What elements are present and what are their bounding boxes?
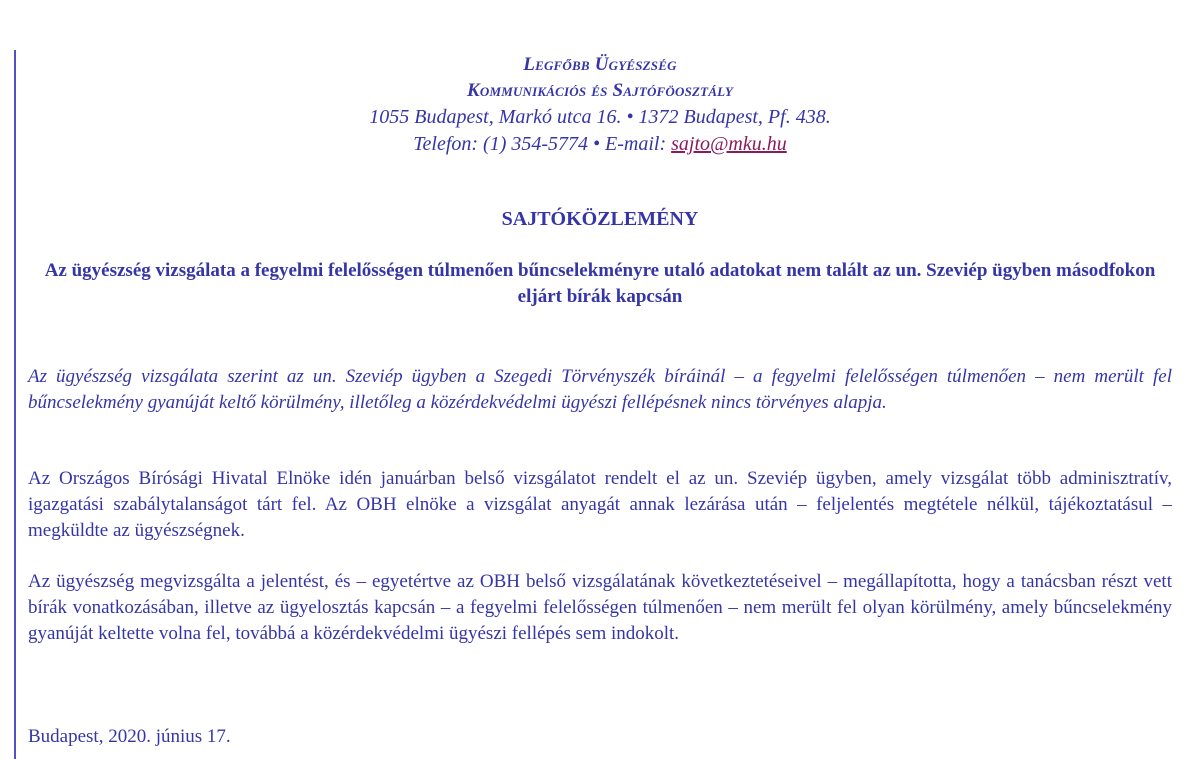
dateline: Budapest, 2020. június 17.: [28, 726, 231, 747]
email-link[interactable]: sajto@mku.hu: [671, 133, 787, 155]
org-name: Legfőbb Ügyészség: [523, 54, 677, 75]
body-paragraph-1: Az Országos Bírósági Hivatal Elnöke idén januárban belső vizsgálatot rendelt el az un. Szeviép ügyben, amely vizsgálat több adminisztratív, igazgatási szabálytalanságot tárt fel. Az OBH elnöke a vizsgálat anyagát annak lezárása után – feljelentés megtétele nélkül, tájékoztatásul – megküldte az ügyészségnek.: [28, 468, 1172, 541]
contact-line: [0, 131, 1200, 158]
document-type-heading: SAJTÓKÖZLEMÉNY: [501, 208, 699, 230]
department-name: Kommunikációs és Sajtóföosztály: [466, 80, 733, 101]
body-paragraph-2: Az ügyészség megvizsgálta a jelentést, és – egyetértve az OBH belső vizsgálatának következtetéseivel – megállapította, hogy a tanácsban részt vett bírák vonatkozásában, illetve az ügyelosztás kapcsán – a fegyelmi felelősségen túlmenően – nem merült fel olyan körülmény, amely bűncselekmény gyanúját keltette volna fel, továbbá a közérdekvédelmi ügyészi fellépés sem indokolt.: [28, 571, 1172, 644]
postal-address: 1055 Budapest, Markó utca 16. • 1372 Budapest, Pf. 438.: [369, 106, 831, 128]
press-release-headline: Az ügyészség vizsgálata a fegyelmi felelősségen túlmenően bűncselekményre utaló adatokat nem talált az un. Szeviép ügyben másodfokon eljárt bírák kapcsán: [44, 260, 1156, 307]
letterhead: [0, 52, 1200, 158]
contact-prefix: Telefon: (1) 354-5774 • E-mail:: [413, 133, 672, 155]
lead-paragraph: Az ügyészség vizsgálata szerint az un. Szeviép ügyben a Szegedi Törvényszék bíráinál – a fegyelmi felelősségen túlmenően – nem merült fel bűncselekmény gyanúját keltő körülmény, illetőleg a közérdekvédelmi ügyészi fellépésnek nincs törvényes alapja.: [28, 366, 1172, 413]
